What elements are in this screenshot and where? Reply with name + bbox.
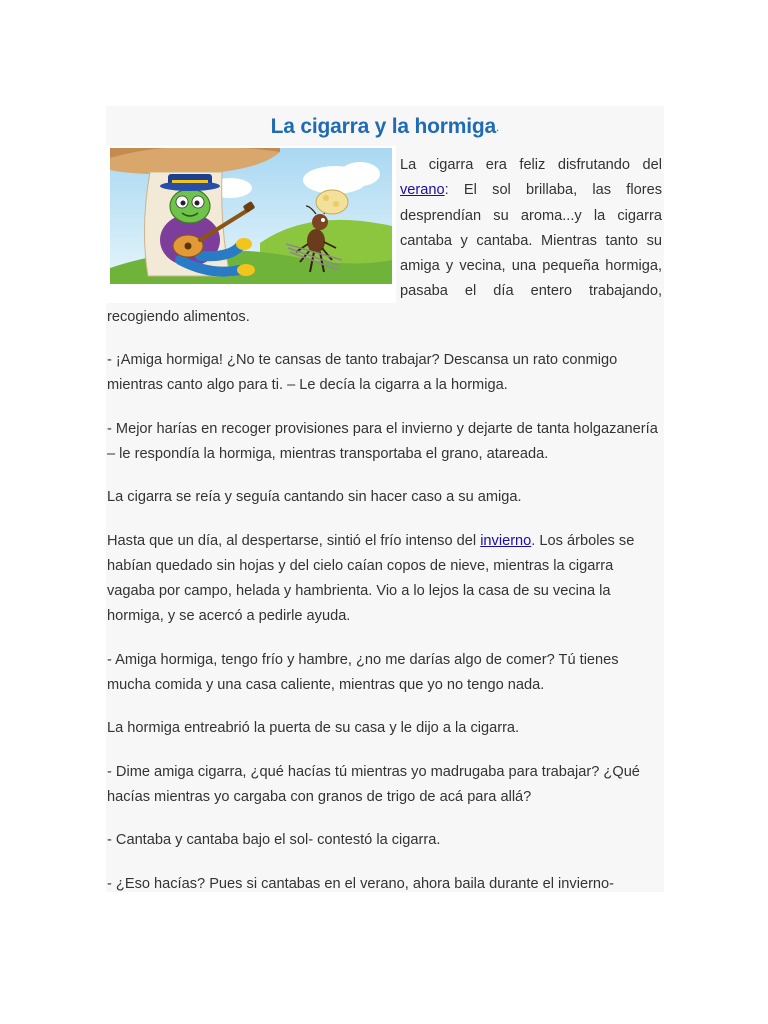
winter-text-start: Hasta que un día, al despertarse, sintió el frío intenso del: [107, 532, 481, 549]
paragraph-3: La cigarra se reía y seguía cantando sin hacer caso a su amiga.: [107, 489, 522, 506]
paragraph-2: - Mejor harías en recoger provisiones para el invierno y dejarte de tanta holgazanería – le respondía la hormiga, mientras transportaba el grano, atareada.: [107, 420, 658, 462]
article-body: [106, 146, 664, 892]
link-invierno[interactable]: invierno: [480, 532, 532, 549]
paragraph-6: La hormiga entreabrió la puerta de su casa y le dijo a la cigarra.: [107, 720, 520, 737]
page-title: La cigarra y la hormiga: [270, 115, 496, 138]
paragraph-5: - Amiga hormiga, tengo frío y hambre, ¿no me darías algo de comer? Tú tienes mucha comida y una casa caliente, mientras que yo no tengo nada.: [107, 651, 619, 694]
article: [106, 106, 664, 892]
intro-text-start: La cigarra era feliz disfrutando del: [400, 157, 662, 173]
link-verano[interactable]: verano: [400, 182, 445, 199]
intro-text-end: : El sol brillaba, las flores desprendían su aroma...y la cigarra cantaba y cantaba. Mientras tanto su amiga y vecina, una pequeña hormiga, pasaba el día entero trabajando, recogiendo alimentos.: [107, 182, 662, 325]
paragraph-8: - Cantaba y cantaba bajo el sol- contestó la cigarra.: [107, 832, 441, 849]
paragraph-winter: [107, 529, 662, 630]
intro-block: [107, 146, 662, 330]
illustration-cicada-and-ant: [106, 146, 396, 303]
title-suffix: .: [495, 120, 500, 134]
winter-text-end: . Los árboles se habían quedado sin hojas y del cielo caían copos de nieve, mientras la cigarra vagaba por campo, helada y hambrienta. Vio a lo lejos la casa de su vecina la hormiga, y se acercó a pedirle ayuda.: [107, 532, 635, 625]
title-bar: [106, 106, 664, 146]
paragraph-9: - ¿Eso hacías? Pues si cantabas en el verano, ahora baila durante el invierno-: [107, 875, 615, 892]
paragraph-7: - Dime amiga cigarra, ¿qué hacías tú mientras yo madrugaba para trabajar? ¿Qué hacías mientras yo cargaba con granos de trigo de acá para allá?: [107, 763, 640, 805]
illustration-image: [110, 148, 392, 284]
paragraph-1: - ¡Amiga hormiga! ¿No te cansas de tanto trabajar? Descansa un rato conmigo mientras canto algo para ti. – Le decía la cigarra a la hormiga.: [107, 352, 618, 394]
